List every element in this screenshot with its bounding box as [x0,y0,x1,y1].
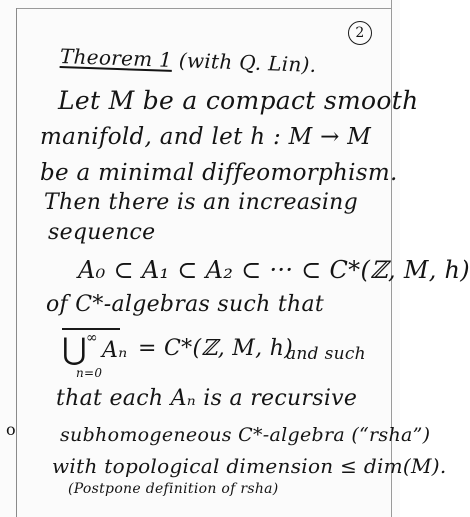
union-subscript: n=0 [76,366,103,380]
theorem-line-10: subhomogeneous C*-algebra (“rsha”) [60,424,431,446]
theorem-line-2: manifold, and let h : M → M [40,124,372,150]
theorem-line-5: sequence [48,220,156,245]
union-tail-text: and such [286,344,366,364]
page-border-top [16,8,392,9]
union-term: Aₙ [102,338,128,363]
theorem-line-11: with topological dimension ≤ dim(M). [52,454,447,478]
theorem-line-4: Then there is an increasing [44,190,359,215]
theorem-title [60,44,317,77]
union-superscript: ∞ [86,330,98,346]
page-number: 2 [348,21,372,45]
theorem-title-rest: (with Q. Lin). [171,47,317,77]
theorem-title-word: Theorem 1 [59,44,173,72]
union-equals: = C*(ℤ, M, h) [138,336,294,361]
postpone-note: (Postpone definition of rsha) [68,481,279,497]
theorem-line-9: that each Aₙ is a recursive [56,386,358,411]
theorem-line-1: Let M be a compact smooth [58,86,419,115]
margin-mark: o [6,420,16,439]
theorem-line-3: be a minimal diffeomorphism. [40,160,398,186]
page-border-left [16,8,17,517]
theorem-line-6-chain: A₀ ⊂ A₁ ⊂ A₂ ⊂ ··· ⊂ C*(ℤ, M, h) [78,256,470,284]
theorem-line-7: of C*-algebras such that [46,292,325,317]
union-formula [62,322,366,382]
union-symbol: ⋃ [62,332,87,367]
